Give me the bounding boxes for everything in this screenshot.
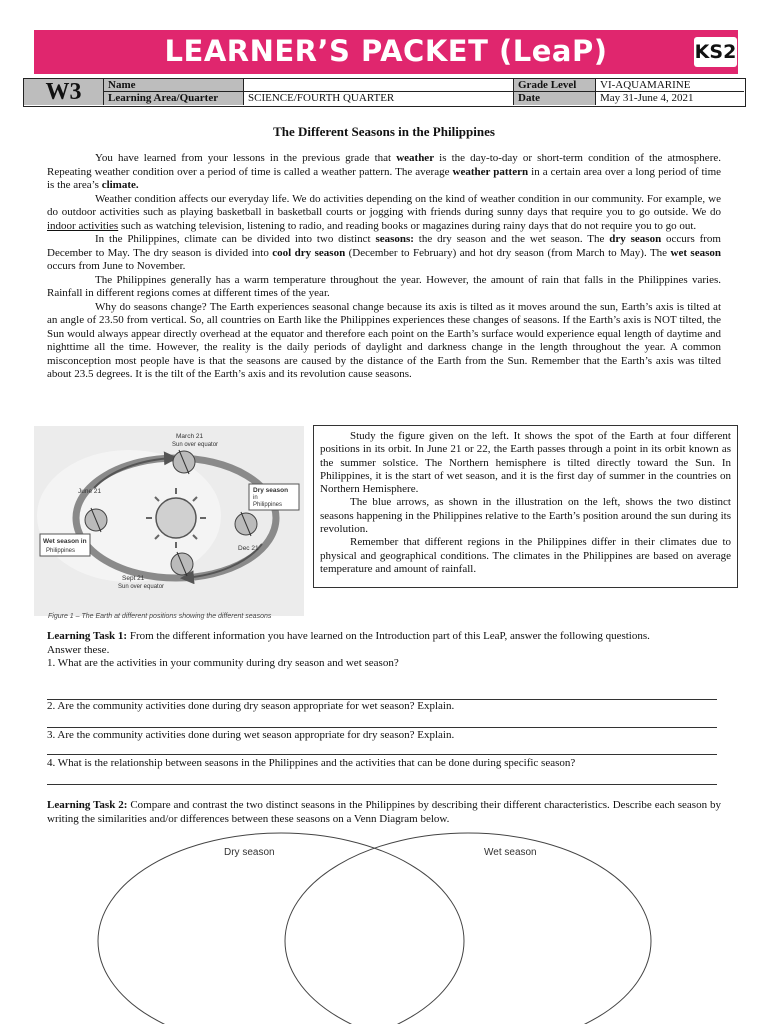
- name-label: Name: [104, 79, 244, 92]
- intro-paragraph-2: Weather condition affects our everyday life. We do activities depending on the kind of weather condition in our community. For example, we do outdoor activities such as playing basketball in basketball courts or jogging with friends during sunny days that require you to go outside. We do indoor activities such as watching television, listening to radio, and reading books or magazines during rainy days that do not require you to go out.: [47, 192, 721, 232]
- intro-text: [47, 152, 721, 382]
- area-value: SCIENCE/FOURTH QUARTER: [244, 92, 514, 105]
- dry-season-label: Dry season: [253, 487, 289, 494]
- task1-instruction: Learning Task 1: From the different information you have learned on the Introduction part of this LeaP, answer the following questions.: [47, 630, 650, 642]
- label-march: March 21: [176, 433, 204, 440]
- grade-level-value: VI-AQUAMARINE: [596, 79, 744, 92]
- page-title: The Different Seasons in the Philippines: [273, 124, 495, 139]
- question-4: 4. What is the relationship between seasons in the Philippines and the activities that can be done during specific season?: [47, 757, 576, 769]
- intro-paragraph-1: You have learned from your lessons in the previous grade that weather is the day-to-day or short-term condition of the atmosphere. Repeating weather condition over a period of time is called a weather pattern. The average weather pattern in a certain area over a long period of time is the area’s climate.: [47, 152, 722, 191]
- task1-answer-prompt: Answer these.: [47, 643, 110, 656]
- area-label: Learning Area/Quarter: [104, 92, 244, 105]
- figure-explanation-box: [313, 425, 738, 588]
- banner-title: LEARNER’S PACKET (LeaP): [164, 34, 608, 68]
- question-1: 1. What are the activities in your community during dry season and wet season?: [47, 657, 399, 669]
- intro-paragraph-5: Why do seasons change? The Earth experiences seasonal change because its axis is tilted as it moves around the sun, Earth’s axis is tilted at an angle of 23.50 from vertical. So, all countries on Earth like the Philippines experiences these changes of seasons. If the Earth’s axis is NOT tilted, the Sun would always appear directly overhead at the equator and therefore each point on the Earth’s surface would experience equal length of daytime and nighttime all the time. However, the reality is the daily periods of daylight and darkness change in the length throughout the year. A common misconception most people have is that the seasons are caused by the distance of the Earth from the Sun. Remember that the Earth’s axis was tilted about 23.5 degrees. It is the tilt of the Earth’s axis and its revolution cause seasons.: [47, 300, 721, 380]
- grade-level-label: Grade Level: [514, 79, 596, 92]
- dry-season-label-3: Philippines: [253, 502, 283, 508]
- answer-line-4[interactable]: [47, 784, 717, 785]
- label-dec: Dec 21: [238, 545, 259, 552]
- answer-line-2[interactable]: [47, 727, 717, 728]
- wet-season-label-2: Philippines: [46, 548, 76, 554]
- week-label: W3: [24, 79, 104, 105]
- name-field[interactable]: [244, 79, 514, 92]
- date-value: May 31-June 4, 2021: [600, 92, 694, 104]
- earth-march-icon: [173, 450, 195, 474]
- ks2-badge: KS2: [694, 37, 737, 67]
- question-2: 2. Are the community activities done during dry season appropriate for wet season? Explain.: [47, 700, 455, 712]
- dry-season-label-2: in: [253, 495, 258, 501]
- venn-dry-circle[interactable]: [98, 833, 464, 1024]
- box-paragraph-3: Remember that different regions in the Philippines differ in their climates due to physical and geographical conditions. The climates in the Philippines are based on average temperature and amount of rainfall.: [320, 536, 731, 575]
- header-table: [23, 78, 746, 107]
- venn-wet-label: Wet season: [484, 847, 537, 858]
- question-3: 3. Are the community activities done during wet season appropriate for dry season? Explain.: [47, 729, 455, 741]
- date-label: Date: [514, 92, 596, 105]
- leap-banner: [34, 30, 738, 74]
- box-paragraph-1: Study the figure given on the left. It shows the spot of the Earth at four different positions in its orbit. In June 21 or 22, the Earth passes through a point in its orbit known as the summer solstice. The Northern hemisphere is tilted directly toward the Sun. In Philippines, it is the start of wet season, and it is the first day of summer in the countries on Northern Hemisphere.: [320, 430, 731, 496]
- label-sept: Sept 21: [122, 575, 145, 582]
- earth-orbit-illustration: [34, 426, 304, 626]
- venn-diagram[interactable]: [96, 829, 652, 1024]
- venn-dry-label: Dry season: [224, 847, 275, 858]
- answer-line-3[interactable]: [47, 754, 717, 755]
- venn-wet-circle[interactable]: [285, 833, 651, 1024]
- wet-season-label: Wet season in: [43, 538, 87, 545]
- intro-paragraph-4: The Philippines generally has a warm temperature throughout the year. However, the amount of rain that falls in the Philippines varies. Rainfall in different regions comes at different times of the year.: [47, 273, 721, 299]
- intro-paragraph-3: In the Philippines, climate can be divided into two distinct seasons: the dry season and the wet season. The dry season occurs from December to May. The dry season is divided into cool dry season (December to February) and hot dry season (from March to May). The wet season occurs from June to November.: [47, 233, 721, 272]
- label-march-sub: Sun over equator: [172, 442, 219, 448]
- earth-sept-icon: [171, 552, 193, 576]
- seasons-figure: [34, 426, 304, 626]
- learning-task-1: [47, 630, 721, 671]
- box-paragraph-2: The blue arrows, as shown in the illustration on the left, shows the two distinct seasons happening in the Philippines relative to the Earth’s position around the sun during its revolution.: [320, 496, 731, 536]
- label-june: June 21: [78, 488, 102, 495]
- label-sept-sub: Sun over equator: [118, 584, 165, 590]
- earth-june-icon: [85, 508, 107, 532]
- learning-task-2: Learning Task 2: Compare and contrast the two distinct seasons in the Philippines by describing their different characteristics. Describe each season by writing the similarities and/or differences between these seasons on a Venn Diagram below.: [47, 799, 721, 825]
- earth-dec-icon: [235, 512, 257, 536]
- figure-caption: Figure 1 – The Earth at different positions showing the different seasons: [48, 613, 272, 620]
